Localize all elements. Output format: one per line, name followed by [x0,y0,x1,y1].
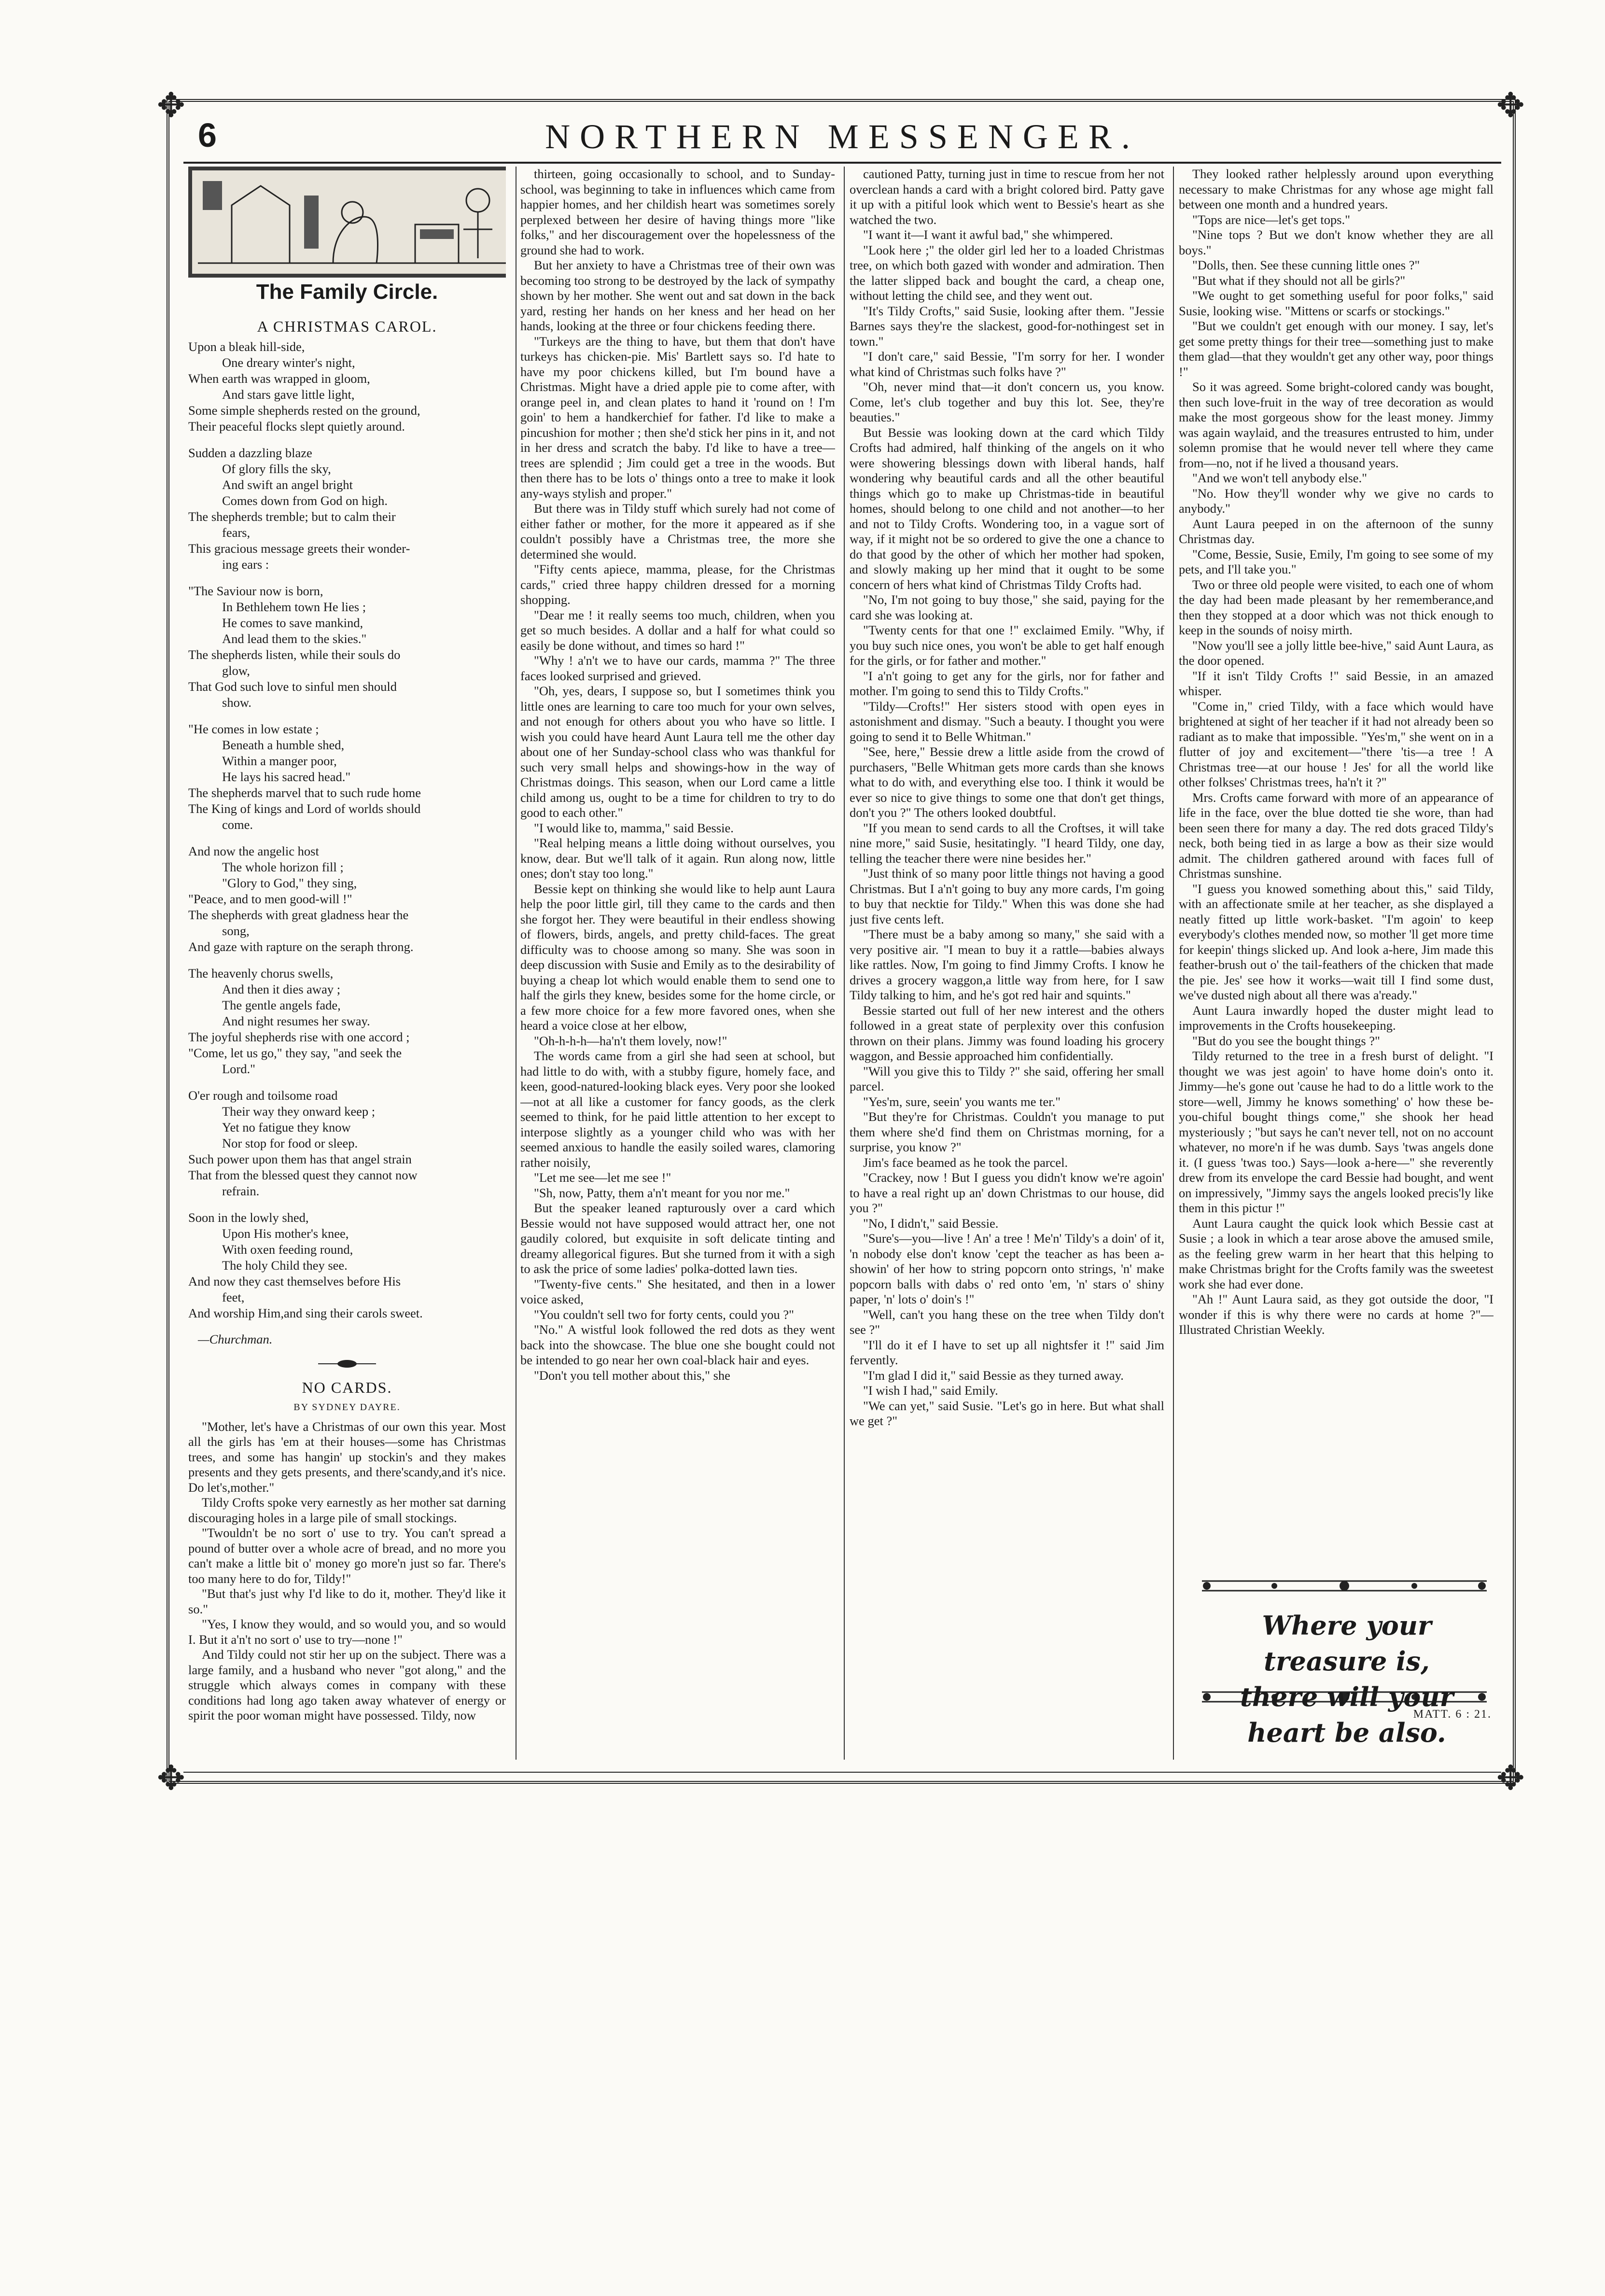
paragraph: "See, here," Bessie drew a little aside from the crowd of purchasers, "Belle Whitman gets more cards than she knows what to do with, and everything else too. I think it would be ever so nice to give things to some one that don't get things, don't you ?" The others looked doubtful. [850,744,1164,820]
poem-line: And now they cast themselves before His [188,1274,401,1288]
poem-line: Sudden a dazzling blaze [188,446,312,460]
paragraph: "Twouldn't be no sort o' use to try. You can't spread a pound of butter over a whole acre of bread, and no more you can't make a little bit o' money go more'n just so far. There's too many here to do for, Tildy!" [188,1526,506,1586]
paragraph: The words came from a girl she had seen at school, but had little to do with, with a stubby figure, homely face, and keen, good-natured-looking black eyes. Very poor she looked—not at all like a customer for fancy goods, as the clerk seemed to think, for he paid little attention to her except to interpose slightly as a younger child who was with her seemed anxious to handle the easily soiled wares, clamoring rather noisily, [520,1049,835,1170]
poem-line: Nor stop for food or sleep. [222,1136,358,1150]
poem-line: glow, [222,663,250,678]
paragraph: "I want it—I want it awful bad," she whimpered. [863,227,1113,242]
paragraph: Bessie started out full of her new interest and the others followed in a great state of perplexity over this confusion thrown on their plans. Jimmy was found loading his grocery waggon, and Bessie approached him confidentially. [850,1003,1164,1063]
story-text [1179,167,1493,1338]
poem-line: Some simple shepherds rested on the ground, [188,403,420,418]
poem-line: Soon in the lowly shed, [188,1210,309,1225]
paragraph: "Real helping means a little doing without ourselves, you know, dear. But we'll talk of it again. Run along now, little ones; don't stay too long." [520,836,835,881]
paragraph: "Look here ;" the older girl led her to a loaded Christmas tree, on which both gazed with wonder and admiration. Then the latter slipped back and bought the card, a cheap one, without letting the child see, and they went out. [850,242,1164,303]
story-title: NO CARDS. [302,1378,392,1396]
paragraph: They looked rather helplessly around upon everything necessary to make Christmas for any whose age might fall between one month and a hundred years. [1179,167,1493,211]
poem-line: And night resumes her sway. [222,1014,370,1028]
story-text [520,167,835,1383]
paragraph: "But do you see the bought things ?" [1192,1033,1380,1048]
poem-line: The heavenly chorus swells, [188,966,334,980]
paragraph: "Tildy—Crofts!" Her sisters stood with open eyes in astonishment and dismay. "Such a beauty. I thought you were going to send it to Belle Whitman." [850,699,1164,744]
poem-line: That God such love to sinful men should [188,679,397,694]
poem-line: "He comes in low estate ; [188,722,319,736]
paragraph: "No." A wistful look followed the red dots as they went back into the showcase. The blue one she bought could not be intended to go near her own coal-black hair and eyes. [520,1322,835,1367]
paragraph: "There must be a baby among so many," she said with a very positive air. "I mean to buy it a rattle—babies always like rattles. Now, I'm going to find Jimmy Crofts. I know he drives a grocery waggon,a little way from here, for I saw Tildy talking to him, and he's got red hair and squints." [850,927,1164,1002]
poem [188,339,506,1321]
poem-line: He comes to save mankind, [222,616,363,630]
poem-line: One dreary winter's night, [222,355,355,370]
poem-line: And now the angelic host [188,844,319,858]
paragraph: "But what if they should not all be girls?" [1192,273,1406,288]
paragraph: "I would like to, mamma," said Bessie. [534,820,734,835]
masthead-title: NORTHERN MESSENGER. [545,117,1140,156]
paragraph: "Well, can't you hang these on the tree when Tildy don't see ?" [850,1307,1164,1337]
page-number: 6 [198,116,217,154]
poem-line: Comes down from God on high. [222,493,388,508]
paragraph: Bessie kept on thinking she would like to help aunt Laura help the poor little girl, till they came to the cards and then she forgot her. They were beautiful in their endless showing of flowers, birds, angels, and pretty child-faces. The great difficulty was to choose among so many. She was soon in deep discussion with Susie and Emily as to the desirability of buying a cheap lot which would enable them to send one to half the girls they knew, besides some for the home circle, or a few more choice for a few more favored ones, when she heard a voice close at her elbow, [520,881,835,1033]
paragraph: "Oh-h-h-h—ha'n't them lovely, now!" [534,1033,727,1048]
poem-line: feet, [222,1290,245,1304]
poem-stanza [188,721,506,833]
poem-line: The shepherds marvel that to such rude home [188,785,421,800]
column-1 [188,167,506,1767]
poem-line: refrain. [222,1184,260,1198]
poem-line: Upon His mother's knee, [222,1226,349,1241]
poem-line: O'er rough and toilsome road [188,1088,338,1103]
poem-line: "Peace, and to men good-will !" [188,892,352,906]
corner-ornament-icon: ✥ [1496,1760,1525,1797]
paragraph: "Fifty cents apiece, mamma, please, for the Christmas cards," cried three happy children dressed for a morning shopping. [520,562,835,607]
poem-line: And worship Him,and sing their carols sweet. [188,1306,423,1320]
paragraph: "Just think of so many poor little things not having a good Christmas. But I a'n't going to buy any more cards, I'm going to buy that necktie for Tildy." When this was done she had just five cents left. [850,866,1164,926]
poem-line: Their way they onward keep ; [222,1104,376,1119]
paragraph: "Twenty cents for that one !" exclaimed Emily. "Why, if you buy such nice ones, you won't be able to get half enough for the girls, or for father and mother." [850,623,1164,668]
paragraph: "If you mean to send cards to all the Croftses, it will take nine more," said Susie, hesitatingly. "I heard Tildy, one day, telling the teacher there were nine besides her." [850,820,1164,866]
paragraph: "Twenty-five cents." She hesitated, and then in a lower voice asked, [520,1276,835,1306]
paragraph: "Tops are nice—let's get tops." [1192,212,1351,227]
poem-line: The shepherds with great gladness hear the [188,908,409,922]
paragraph: "I'll do it ef I have to set up all nightsfer it !" said Jim fervently. [850,1337,1164,1367]
poem-line: fears, [222,525,251,540]
paragraph: "Ah !" Aunt Laura said, as they got outside the door, "I wonder if this is why there were no cards at home ?"—Illustrated Christian Weekly. [1179,1292,1493,1337]
motto-line: there will your heart be also. [1240,1681,1454,1748]
column-divider [844,167,845,1760]
poem-line: And swift an angel bright [222,477,353,492]
paragraph: "We can yet," said Susie. "Let's go in here. But what shall we get ?" [850,1398,1164,1428]
poem-line: Beneath a humble shed, [222,738,345,752]
paragraph: "And we won't tell anybody else." [1192,471,1368,485]
poem-line: ing ears : [222,557,269,572]
poem-line: The shepherds listen, while their souls do [188,647,401,662]
footer-rule [183,1772,1501,1773]
poem-stanza [188,966,506,1077]
poem-line: Within a manger poor, [222,754,337,768]
paragraph: And Tildy could not stir her up on the subject. There was a large family, and a husband who never "got along," and the struggle which always comes in company with these conditions had long ago taken away whatever of energy or spirit the poor woman might have possessed. Tildy, now [188,1647,506,1722]
paragraph: "It's Tildy Crofts," said Susie, looking after them. "Jessie Barnes says they're the slackest, good-for-nothingest set in town." [850,303,1164,349]
poem-line: This gracious message greets their wonder- [188,541,410,556]
poem-line: And stars gave little light, [222,387,355,402]
paragraph: "You couldn't sell two for forty cents, could you ?" [534,1307,794,1322]
paragraph: "Will you give this to Tildy ?" she said, offering her small parcel. [850,1064,1164,1093]
paragraph: "Yes'm, sure, seein' you wants me ter." [863,1094,1061,1109]
paragraph: Jim's face beamed as he took the parcel. [863,1155,1068,1170]
header-rule [183,162,1501,164]
paragraph: "Come in," cried Tildy, with a face which would have brightened at sight of her teacher if it had not already been so radiant as to make that impossible. "Yes'm," she went on in a flutter of joy and excitement—"there 'tis—a tree ! A Christmas tree—at our house ! Jes' for all the world like other folkses' Christmas trees, ha'n't it ?" [1179,699,1493,789]
paragraph: Mrs. Crofts came forward with more of an appearance of life in the face, over the blue dotted tie she wore, than had been seen there for many a day. The red dots graced Tildy's neck, both being tied in as large a bow as their size would admit. The children gathered around with faces full of Christmas sunshine. [1179,790,1493,881]
paragraph: "Let me see—let me see !" [534,1170,671,1185]
poem-line: The King of kings and Lord of worlds should [188,801,421,816]
corner-ornament-icon: ✥ [1496,87,1525,125]
motto-line: Where your treasure is, [1262,1610,1432,1677]
paragraph: "I'm glad I did it," said Bessie as they turned away. [863,1368,1124,1383]
poem-line: "Come, let us go," they say, "and seek the [188,1046,402,1060]
story-text [850,167,1164,1429]
corner-ornament-icon: ✥ [157,1760,185,1797]
poem-line: And lead them to the skies." [222,631,367,646]
poem-line: Such power upon them has that angel strain [188,1152,412,1166]
paragraph: But her anxiety to have a Christmas tree of their own was becoming too strong to be destroyed by the lack of sympathy shown by her mother. She went out and sat down in the back yard, resting her hands on her kness and her head on her hands, looking at the three or four chickens feeding there. [520,258,835,333]
paragraph: Aunt Laura inwardly hoped the duster might lead to improvements in the Crofts housekeeping. [1179,1003,1493,1033]
story-byline: BY SYDNEY DAYRE. [293,1402,401,1413]
paragraph: So it was agreed. Some bright-colored candy was bought, then such love-fruit in the way of tree decoration as would make the most gorgeous show for the least money. Jimmy was again waylaid, and the treasures entrusted to him, under solemn promise that he would never tell where they came from—no, not if he lived a thousand years. [1179,379,1493,470]
paragraph: "Don't you tell mother about this," she [534,1368,730,1383]
poem-line: "The Saviour now is born, [188,584,323,598]
paragraph: But there was in Tildy stuff which surely had not come of either father or mother, for the more it appeared as if she couldn't possibly have a Christmas tree, the more she determined she would. [520,501,835,561]
poem-line: The gentle angels fade, [222,998,341,1012]
paragraph: "Yes, I know they would, and so would you, and so would I. But it a'n't no sort o' use to try—none !" [188,1617,506,1647]
paragraph: "I guess you knowed something about this," said Tildy, with an affectionate smile at her teacher, as she displayed a neatly fitted up little work-basket. "I'm agoin' to keep everybody's clothes mended now, so mother 'll get more time for keepin' things slicked up. And look a-here, Jim made this feather-brush out o' the tail-feathers of the chicken that made the pie. Jes' see how it works—wait till I find some dust, we've dusted nigh about all there was a'ready." [1179,881,1493,1002]
paragraph: "But they're for Christmas. Couldn't you manage to put them where she'd find them on Christmas morning, for a surprise, you know ?" [850,1109,1164,1154]
paragraph: "No. How they'll wonder why we give no cards to anybody." [1179,486,1493,516]
poem-line: "Glory to God," they sing, [222,876,357,890]
poem-line: The holy Child they see. [222,1258,348,1273]
paragraph: "We ought to get something useful for poor folks," said Susie, looking wise. "Mittens or scarfs or stockings." [1179,288,1493,318]
paragraph: thirteen, going occasionally to school, and to Sunday-school, was beginning to take in influences which came from happier homes, and her childish heart was sometimes sorely perplexed between her desire of having things more "like folks," and her discouragement over the hopelessness of the ground she had to work. [520,167,835,257]
poem-line: song, [222,924,250,938]
paragraph: "Crackey, now ! But I guess you didn't know we're agoin' to have a real right up an' down Christmas to our house, did you ?" [850,1170,1164,1215]
paragraph: "But we couldn't get enough with our money. I say, let's get some pretty things for their tree—something just to make them glad—that they wouldn't get any other way, poor things !" [1179,319,1493,379]
poem-line: come. [222,817,253,832]
poem-line: The shepherds tremble; but to calm their [188,509,396,524]
family-circle-engraving [188,167,506,278]
poem-line: Lord." [222,1062,255,1076]
poem-line: And gaze with rapture on the seraph throng. [188,939,414,954]
paragraph: "But that's just why I'd like to do it, mother. They'd like it so." [188,1586,506,1616]
corner-ornament-icon: ✥ [157,87,185,125]
poem-stanza [188,1088,506,1199]
poem-line: In Bethlehem town He lies ; [222,600,366,614]
poem-line: He lays his sacred head." [222,770,351,784]
paragraph: Two or three old people were visited, to each one of whom the day had been made pleasant by her rememberance,and then they stopped at a door which was not thick enough to keep in the sounds of noisy mirth. [1179,577,1493,637]
poem-line: Yet no fatigue they know [222,1120,351,1134]
paragraph: Aunt Laura peeped in on the afternoon of the sunny Christmas day. [1179,516,1493,546]
paragraph: But the speaker leaned rapturously over a card which Bessie would not have supposed would attract her, one not gaudily colored, but exquisite in soft delicate tinting and dreamy allegorical figures. But she turned from it with a sigh to ask the price of some ladies' polka-dotted lawn ties. [520,1201,835,1276]
paragraph: "Nine tops ? But we don't know whether they are all boys." [1179,227,1493,257]
paragraph: "Turkeys are the thing to have, but them that don't have turkeys has chicken-pie. Mis' Bartlett says so. I'd hate to have my poor chickens killed, but I'm bound have a Christmas. Might have a dried apple pie to come after, with orange peel in, and clean plates to hand it 'round on ! I'm goin' to hem a handkerchief for father. I'd like to make a pincushion for mother ; then she'd stick her pins in it, and not in her dress and scratch the baby. I'd like to have a tree—trees are splendid ; Jim could get a tree in the woods. But then there has to be lots o' things onto a tree to make it look any-ways stylish and proper." [520,334,835,501]
column-4 [1179,167,1493,1557]
paragraph: "Mother, let's have a Christmas of our own this year. Most all the girls has 'em at their houses—some has Christmas trees, and some has hangin' up stockin's and they makes presents and they gets presents, and there'scandy,and it's nice. Do let's,mother." [188,1419,506,1495]
poem-stanza [188,445,506,573]
paragraph: But Bessie was looking down at the card which Tildy Crofts had admired, half thinking of the angels on it who were showering blessings down with liberal hands, half wondering why beautiful cards and all the other beautiful things which go to make up Christmas-tide in beautiful homes, should belong to one child and not another—to her and not to Tildy Crofts. Wondering too, in a vague sort of way, if it might not be so ordered to give the one a chance to do that good by the other of which her mother had spoken, and slowly making up her mind that it ought to be some concern of hers what kind of Christmas Tildy Crofts had. [850,425,1164,592]
paragraph: "Why ! a'n't we to have our cards, mamma ?" The three faces looked surprised and grieved. [520,653,835,683]
paragraph: Tildy Crofts spoke very earnestly as her mother sat darning discouraging holes in a large pile of small stockings. [188,1495,506,1525]
poem-stanza [188,339,506,434]
motto-text [1207,1608,1487,1750]
poem-line: Their peaceful flocks slept quietly around. [188,419,405,434]
paragraph: "I don't care," said Bessie, "I'm sorry for her. I wonder what kind of Christmas such folks have ?" [850,349,1164,379]
paragraph: "If it isn't Tildy Crofts !" said Bessie, in an amazed whisper. [1179,668,1493,698]
paragraph: "Oh, yes, dears, I suppose so, but I sometimes think you little ones are learning to care too much for your own selves, and not enough for others about you who have so little. I wish you could have heard Aunt Laura tell me the other day about one of her Sunday-school class who was thankful for such very small helps and showings-how in the way of Christmas doings. This season, when our Lord came a little child among us, ought to be a time for children to try to do good to each other." [520,684,835,820]
column-2 [520,167,835,1767]
poem-line: The whole horizon fill ; [222,860,344,874]
paragraph: "No, I'm not going to buy those," she said, paying for the card she was looking at. [850,592,1164,622]
poem-stanza [188,843,506,955]
paragraph: "Sure's—you—live ! An' a tree ! Me'n' Tildy's a doin' of it, 'n nobody else don't know 'cept the teacher as has been a-showin' of her how to string popcorn onto strings, 'n' make popcorn balls with dabs o' red onto 'em, 'n' stars o' shiny paper, 'n' lots o' doin's !" [850,1231,1164,1306]
poem-line: With oxen feeding round, [222,1242,353,1257]
poem-title: A CHRISTMAS CAROL. [257,317,437,335]
paragraph: "Oh, never mind that—it don't concern us, you know. Come, let's club together and buy this lot. See, they're beauties." [850,379,1164,424]
poem-stanza [188,583,506,711]
column-3 [850,167,1164,1767]
paragraph: "I a'n't going to get any for the girls, nor for father and mother. I'm going to send this to Tildy Crofts." [850,668,1164,698]
paragraph: "Sh, now, Patty, them a'n't meant for you nor me." [534,1185,790,1200]
poem-line: That from the blessed quest they cannot now [188,1168,418,1182]
poem-line: Of glory fills the sky, [222,462,331,476]
poem-source: —Churchman. [198,1332,273,1346]
poem-stanza [188,1210,506,1321]
masthead-header [183,107,1501,160]
paragraph: "Now you'll see a jolly little bee-hive," said Aunt Laura, as the door opened. [1179,638,1493,668]
paragraph: "Come, Bessie, Susie, Emily, I'm going to see some of my pets, and I'll take you." [1179,546,1493,576]
paragraph: "Dear me ! it really seems too much, children, when you get so much besides. A dollar and a half for what could so easily be done without, and times so hard !" [520,607,835,653]
paragraph: "No, I didn't," said Bessie. [863,1216,999,1231]
poem-line: When earth was wrapped in gloom, [188,371,370,386]
scripture-motto [1197,1567,1492,1748]
story-text [188,1419,506,1723]
paragraph: cautioned Patty, turning just in time to rescue from her not overclean hands a card with a bright colored bird. Patty gave it up with a pitiful look which went to Bessie's heart as she watched the two. [850,167,1164,227]
paragraph: Tildy returned to the tree in a fresh burst of delight. "I thought we was jest agoin' to have home doin's onto it. Jimmy—he's gone out 'cause he had to do a little work to the store—well, Jimmy he knows something' o' how these be-you-chiful bought things come," she shook her head mysteriously ; "but says he can't never tell, not on no account whatever, no more'n if he was dumb. Says 'twas angels done it. (I guess 'twas too.) Says—look a-here—" she reverently drew from its envelope the card Bessie had bought, and went on impressively, "Jimmy says the angels looked precis'ly like them in this pictur !" [1179,1049,1493,1215]
column-divider [1173,167,1174,1760]
poem-line: The joyful shepherds rise with one accord ; [188,1030,410,1044]
section-title: The Family Circle. [256,280,438,304]
poem-line: Upon a bleak hill-side, [188,339,305,354]
paragraph: "Dolls, then. See these cunning little ones ?" [1192,258,1420,272]
poem-line: show. [222,695,251,710]
paragraph: Aunt Laura caught the quick look which Bessie cast at Susie ; a look in which a tear arose above the amused smile, as the feeling grew warm in her heart that this helping to make Christmas bright for the Crofts family was the sweetest work she had ever done. [1179,1216,1493,1291]
divider-ornament-icon [318,1359,376,1369]
poem-line: And then it dies away ; [222,982,341,996]
paragraph: "I wish I had," said Emily. [863,1383,998,1398]
motto-reference: MATT. 6 : 21. [1413,1708,1492,1721]
